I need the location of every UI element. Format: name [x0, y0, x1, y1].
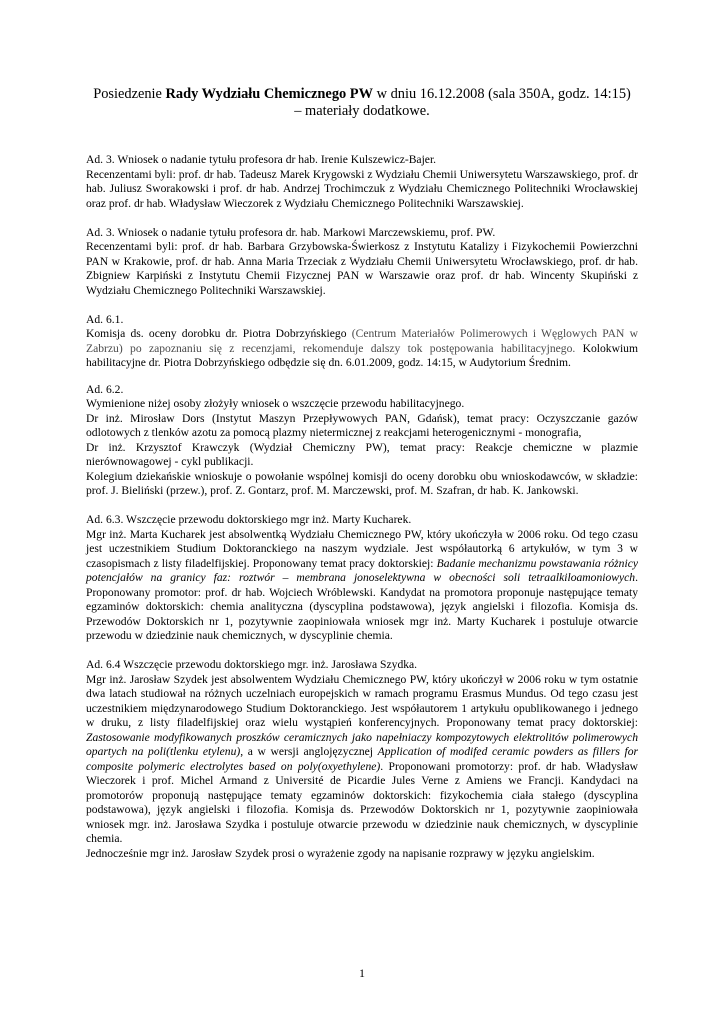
thesis-title-pl: Zastosowanie modyfikowanych proszków ceramicznych jako napełniaczy kompozytowych elektrolitów polimerowych opartych na poli(tlenku etylenu) — [86, 730, 638, 758]
title-line-1: Posiedzenie Rady Wydziału Chemicznego PW w dniu 16.12.2008 (sala 350A, godz. 14:15) — [93, 86, 631, 102]
section-heading: Ad. 3. Wniosek o nadanie tytułu profesora dr. hab. Markowi Marczewskiemu, prof. PW. — [86, 225, 496, 239]
section-ad3-marczewski — [86, 226, 638, 299]
page-number: 1 — [359, 966, 365, 980]
thesis-title-en: Application of modifed ceramic powders as fillers for composite polymeric electrolytes based on poly(oxyethylene) — [86, 745, 639, 773]
section-ad6-4 — [86, 658, 638, 861]
section-heading: Ad. 6.1. — [86, 312, 124, 326]
section-paragraph: Kolegium dziekańskie wnioskuje o powołanie wspólnej komisji do oceny dorobku obu wnioskodawców, w składzie: prof. J. Bieliński (przew.), prof. Z. Gontarz, prof. M. Marczewski, prof. M. Szafran, dr hab. K. Jankowski. — [86, 469, 638, 497]
section-paragraph: Jednocześnie mgr inż. Jarosław Szydek prosi o wyrażenie zgody na napisanie rozprawy w języku angielskim. — [86, 846, 595, 860]
document-title — [86, 86, 638, 120]
section-paragraph: Recenzentami byli: prof. dr hab. Tadeusz Marek Krygowski z Wydziału Chemii Uniwersytetu Warszawskiego, prof. dr hab. Juliusz Sworakowski i prof. dr hab. Andrzej Trochimczuk z Wydziału Chemicznego Politechniki Wrocławskiej oraz prof. dr hab. Władysław Wieczorek z Wydziału Chemicznego Politechniki Warszawskiej. — [86, 167, 638, 210]
section-heading: Ad. 6.3. Wszczęcie przewodu doktorskiego mgr inż. Marty Kucharek. — [86, 513, 412, 526]
section-paragraph: Recenzentami byli: prof. dr hab. Barbara Grzybowska-Świerkosz z Instytutu Katalizy i Fizykochemii Powierzchni PAN w Krakowie, prof. dr hab. Anna Maria Trzeciak z Wydziału Chemii Uniwersytetu Wrocławskiego, prof. dr hab. Zbigniew Karpiński z Instytutu Chemii Fizycznej PAN w Warszawie oraz prof. dr hab. Wincenty Skupiński z Wydziału Chemicznego Politechniki Warszawskiej. — [86, 240, 638, 297]
thesis-title: Badanie mechanizmu powstawania różnicy potencjałów na granicy faz: roztwór – membrana jonoselektywna w obecności soli tetraalkiloamoniowych — [86, 556, 638, 584]
section-paragraph: Komisja ds. oceny dorobku dr. Piotra Dobrzyńskiego (Centrum Materiałów Polimerowych i Węglowych PAN w Zabrzu) po zapoznaniu się z recenzjami, rekomenduje dalszy tok postępowania habilitacyjnego. Kolokwium habilitacyjne dr. Piotra Dobrzyńskiego odbędzie się dn. 6.01.2009, godz. 14:15, w Audytorium Średnim. — [86, 327, 638, 369]
document-page — [86, 86, 638, 876]
title-line-2: – materiały dodatkowe. — [294, 103, 430, 119]
section-ad3-kulszewicz — [86, 153, 638, 211]
section-heading: Ad. 6.2. — [86, 382, 124, 396]
section-paragraph: Mgr inż. Marta Kucharek jest absolwentką Wydziału Chemicznego PW, który ukończyła w 2006 roku. Od tego czasu jest uczestnikiem Studium Doktoranckiego na naszym wydziale. Jest współautorką 6 artykułów, w tym 3 w czasopismach z listy filadelfijskiej. Proponowany temat pracy doktorskiej: Badanie mechanizmu powstawania różnicy potencjałów na granicy faz: roztwór – membrana jonoselektywna w obecności soli tetraalkiloamoniowych. Proponowany promotor: prof. dr hab. Wojciech Wróblewski. Kandydat na promotora proponuje następujące tematy egzaminów doktorskich: chemia analityczna (dyscyplina podstawowa), język angielski i filozofia. Komisja ds. Przewodów Doktorskich nr 1, pozytywnie zaopiniowała wniosek mgr inż. Marty Kucharek i postuluje otwarcie przewodu w dziedzinie nauk chemicznych, w dyscyplinie chemia. — [86, 527, 638, 642]
section-ad6-2 — [86, 383, 638, 499]
section-heading: Ad. 6.4 Wszczęcie przewodu doktorskiego mgr. inż. Jarosława Szydka. — [86, 658, 418, 671]
section-ad6-3 — [86, 513, 638, 644]
section-paragraph: Mgr inż. Jarosław Szydek jest absolwentem Wydziału Chemicznego PW, który ukończył w 2006 roku w tym ostatnie dwa latach studiował na różnych uczelniach europejskich w ramach programu Erasmus Mundus. Od tego czasu jest uczestnikiem międzynarodowego Studium Doktoranckiego. Jest współautorem 1 artykułu opublikowanego i jednego w druku, z listy filadelfijskiej oraz wielu wystąpień konferencyjnych. Proponowany temat pracy doktorskiej: Zastosowanie modyfikowanych proszków ceramicznych jako napełniaczy kompozytowych elektrolitów polimerowych opartych na poli(tlenku etylenu), a w wersji anglojęzycznej Application of modifed ceramic powders as fillers for composite polymeric electrolytes based on poly(oxyethylene). Proponowani promotorzy: prof. dr hab. Władysław Wieczorek i prof. Michel Armand z Université de Picardie Jules Verne z Amiens we Francji. Kandydaci na promotorów proponują następujące tematy egzaminów doktorskich: fizykochemia ciała stałego (dyscyplina podstawowa), język angielski i filozofia. Komisja ds. Przewodów Doktorskich nr 1, pozytywnie zaopiniowała wniosek mgr. inż. Jarosława Szydka i postuluje otwarcie przewodu w dziedzinie nauk chemicznych, w dyscyplinie chemia. — [86, 672, 639, 845]
section-paragraph: Dr inż. Mirosław Dors (Instytut Maszyn Przepływowych PAN, Gdańsk), temat pracy: Oczyszczanie gazów odlotowych z tlenków azotu za pomocą plazmy nietermicznej z reakcjami heterogenicznymi - monografia, — [86, 411, 638, 439]
section-ad6-1 — [86, 313, 638, 371]
title-bold: Rady Wydziału Chemicznego PW — [165, 86, 373, 102]
section-paragraph: Wymienione niżej osoby złożyły wniosek o wszczęcie przewodu habilitacyjnego. — [86, 397, 465, 410]
section-heading: Ad. 3. Wniosek o nadanie tytułu profesora dr hab. Irenie Kulszewicz-Bajer. — [86, 153, 437, 166]
section-paragraph: Dr inż. Krzysztof Krawczyk (Wydział Chemiczny PW), temat pracy: Reakcje chemiczne w plazmie nierównowagowej - cykl publikacji. — [86, 440, 638, 468]
